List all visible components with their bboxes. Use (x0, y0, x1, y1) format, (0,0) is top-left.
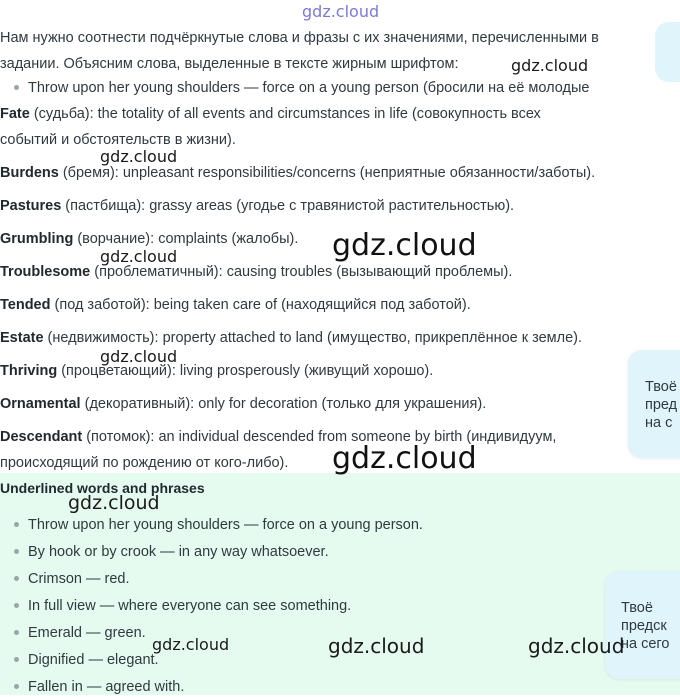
definition-estate (0, 328, 582, 348)
watermark-top: gdz.cloud (302, 2, 380, 21)
term: Troublesome (0, 264, 91, 280)
bubble-line: на сего (621, 636, 670, 652)
bullet-dot (14, 576, 19, 581)
bullet-dot (14, 549, 19, 554)
definition-text: (процветающий): living prosperously (живущий хорошо). (57, 363, 434, 379)
term: Pastures (0, 198, 62, 214)
watermark: gdz.cloud (68, 492, 160, 514)
definition-thriving (0, 361, 433, 381)
definition-text: (недвижимость): property attached to land (имущество, прикреплённое к земле). (43, 330, 583, 346)
definition-text: (потомок): an individual descended from someone by birth (индивидуум, (82, 429, 557, 445)
underlined-heading: Underlined words and phrases (0, 480, 205, 496)
bubble-line: на с (645, 415, 673, 431)
definition-text: (проблематичный): causing troubles (вызывающий проблемы). (90, 264, 513, 280)
chat-bubble[interactable] (628, 350, 680, 458)
watermark: gdz.cloud (152, 635, 230, 654)
definition-text: (пастбища): grassy areas (угодье с травянистой растительностью). (61, 198, 515, 214)
term: Descendant (0, 429, 83, 445)
watermark: gdz.cloud (332, 441, 477, 476)
bubble-line: предск (621, 618, 667, 634)
watermark: gdz.cloud (528, 634, 625, 658)
bubble-line: Твоё (621, 600, 653, 616)
bullet-dot (14, 522, 19, 527)
term: Grumbling (0, 231, 74, 247)
definition-tended (0, 295, 471, 315)
underlined-item (14, 515, 423, 535)
definition-grumbling (0, 229, 298, 249)
definition-text: (ворчание): complaints (жалобы). (73, 231, 299, 247)
bullet-dot (14, 657, 19, 662)
bullet-dot (14, 630, 19, 635)
watermark: gdz.cloud (100, 347, 178, 366)
definition-descendant-cont: происходящий по рождению от кого-либо). (0, 455, 289, 471)
term: Ornamental (0, 396, 81, 412)
intro-bullet-text: Throw upon her young shoulders — force on a young person (бросили на её молодые (28, 80, 590, 96)
intro-bullet (14, 78, 589, 98)
definition-text: (бремя): unpleasant responsibilities/concerns (неприятные обязанности/заботы). (58, 165, 596, 181)
bubble-line: пред (645, 397, 678, 413)
item-text: Throw upon her young shoulders — force on a young person. (28, 517, 423, 533)
chat-bubble[interactable] (605, 571, 680, 679)
item-text: In full view — where everyone can see something. (28, 598, 352, 614)
watermark: gdz.cloud (100, 147, 178, 166)
underlined-item (14, 677, 184, 697)
intro-line-2: задании. Объясним слова, выделенные в тексте жирным шрифтом: (0, 56, 459, 72)
definition-troublesome (0, 262, 512, 282)
intro-line-1: Нам нужно соотнести подчёркнутые слова и фразы с их значениями, перечисленными в (0, 30, 599, 46)
definition-text: (декоративный): only for decoration (только для украшения). (80, 396, 487, 412)
watermark: gdz.cloud (332, 228, 477, 263)
term: Estate (0, 330, 44, 346)
definition-ornamental (0, 394, 486, 414)
underlined-item (14, 623, 146, 643)
definition-fate (0, 104, 541, 124)
bullet-dot (14, 603, 19, 608)
watermark: gdz.cloud (328, 634, 425, 658)
definition-text: (судьба): the totality of all events and circumstances in life (совокупность всех (29, 106, 541, 122)
bullet-dot (14, 85, 19, 90)
term: Fate (0, 106, 30, 122)
bullet-dot (14, 684, 19, 689)
underlined-item (14, 650, 159, 670)
underlined-item (14, 542, 329, 562)
definition-fate-cont: событий и обстоятельств в жизни). (0, 132, 236, 148)
underlined-item (14, 569, 130, 589)
underlined-item (14, 596, 351, 616)
definition-pastures (0, 196, 514, 216)
term: Burdens (0, 165, 59, 181)
term: Tended (0, 297, 51, 313)
item-text: Fallen in — agreed with. (28, 679, 185, 695)
watermark: gdz.cloud (511, 56, 589, 75)
item-text: Dignified — elegant. (28, 652, 159, 668)
definition-burdens (0, 163, 595, 183)
watermark: gdz.cloud (100, 247, 178, 266)
bubble-line: Твоё (645, 379, 677, 395)
definition-text: (под заботой): being taken care of (находящийся под заботой). (50, 297, 471, 313)
term: Thriving (0, 363, 58, 379)
item-text: Crimson — red. (28, 571, 130, 587)
chat-bubble-partial[interactable] (655, 22, 680, 82)
item-text: Emerald — green. (28, 625, 146, 641)
item-text: By hook or by crook — in any way whatsoever. (28, 544, 329, 560)
